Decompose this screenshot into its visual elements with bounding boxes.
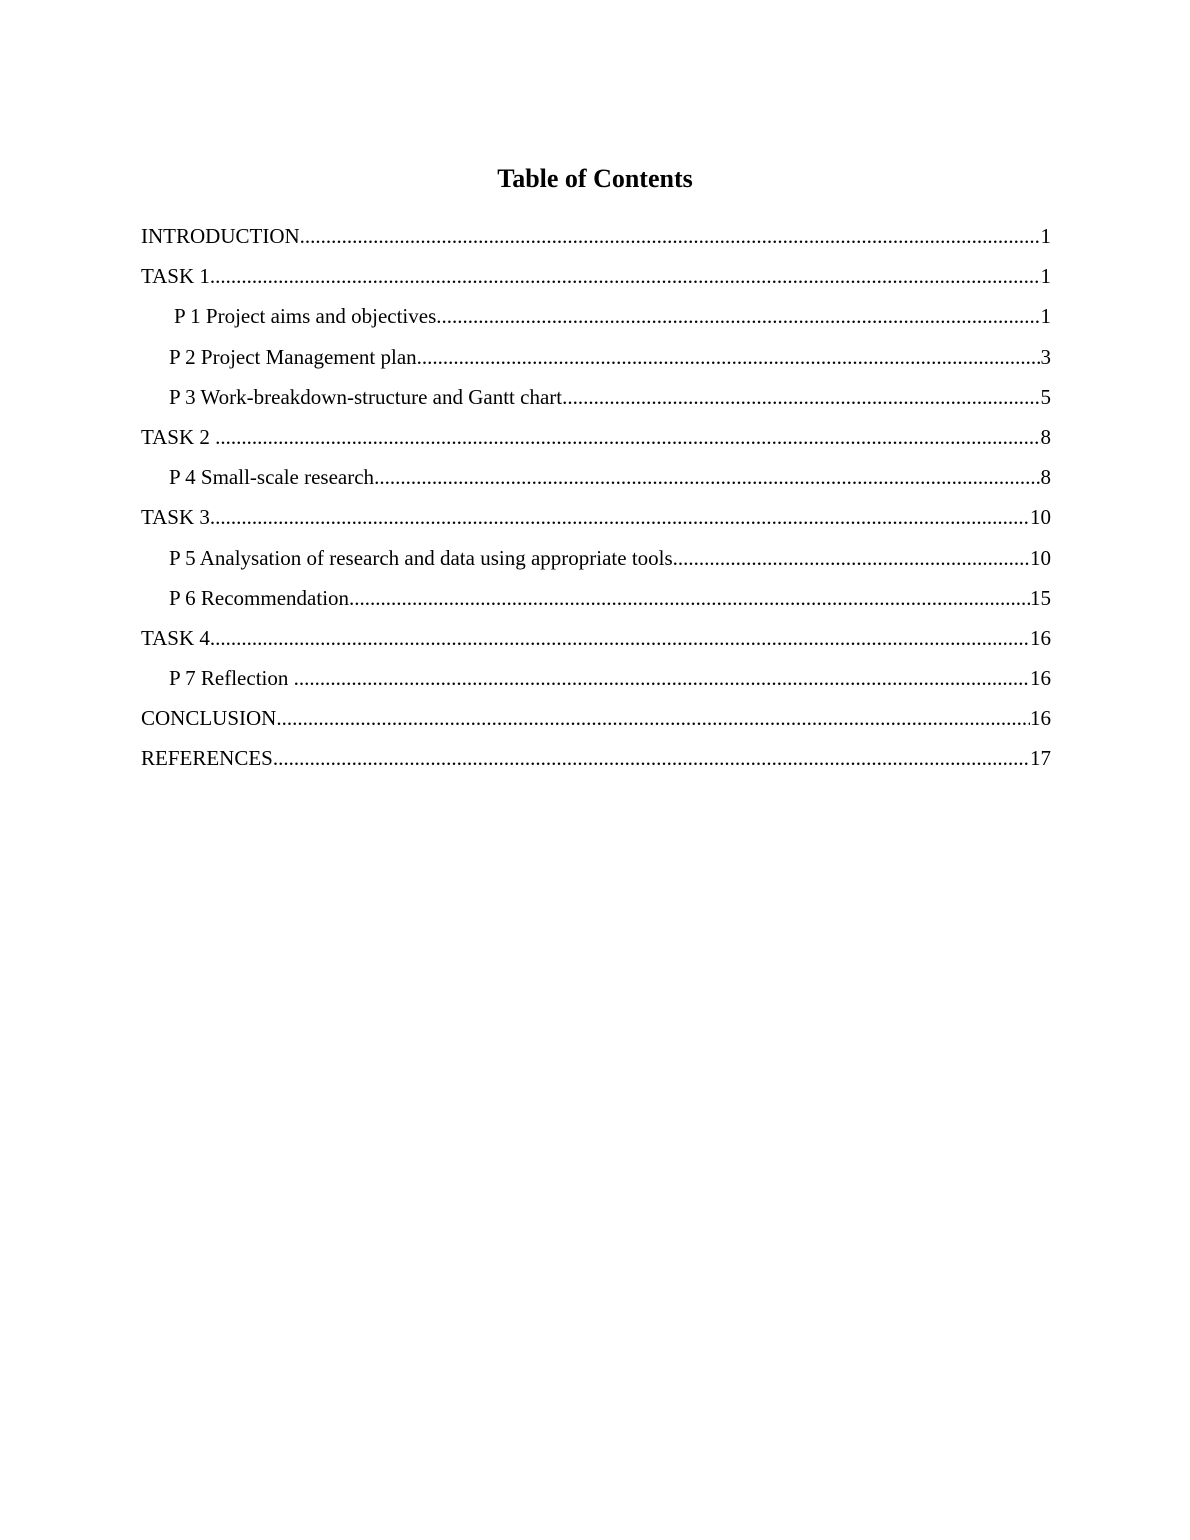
toc-entry-page: 8 <box>1040 424 1051 449</box>
dot-leader <box>374 461 1040 493</box>
toc-entry-page: 16 <box>1030 666 1051 691</box>
toc-entry-p7[interactable] <box>141 662 1051 702</box>
dot-leader <box>210 260 1041 292</box>
toc-entry-label: P 5 Analysation of research and data using appropriate tools <box>169 545 673 570</box>
dot-leader <box>210 501 1030 533</box>
toc-entry-page: 16 <box>1030 706 1051 731</box>
toc-title: Table of Contents <box>497 164 693 193</box>
toc-entry-p2[interactable] <box>141 341 1051 381</box>
toc-entry-page: 10 <box>1030 505 1051 530</box>
toc-entry-label: INTRODUCTION <box>141 224 300 248</box>
toc-entry-page: 1 <box>1040 264 1051 289</box>
toc-entry-label: P 1 Project aims and objectives <box>174 304 437 329</box>
toc-entry-page: 15 <box>1030 585 1051 610</box>
toc-entry-task-4[interactable] <box>141 622 1051 662</box>
dot-leader <box>562 381 1040 413</box>
toc-entry-label: REFERENCES <box>141 746 273 771</box>
toc-entry-label: CONCLUSION <box>141 706 277 731</box>
toc-entry-label: P 7 Reflection <box>169 666 294 691</box>
dot-leader <box>210 622 1030 654</box>
toc-entry-introduction[interactable] <box>141 220 1051 260</box>
toc-entry-p3[interactable] <box>141 381 1051 421</box>
dot-leader <box>436 300 1040 332</box>
dot-leader <box>417 341 1041 373</box>
toc-entry-label: TASK 4 <box>141 625 210 650</box>
toc-entry-label: TASK 1 <box>141 264 210 289</box>
dot-leader <box>349 582 1030 614</box>
toc-entry-page: 1 <box>1040 224 1051 248</box>
toc-entry-page: 8 <box>1040 465 1051 490</box>
toc-entry-p4[interactable] <box>141 461 1051 501</box>
table-of-contents <box>141 220 1051 783</box>
dot-leader <box>273 742 1030 774</box>
toc-entry-page: 17 <box>1030 746 1051 771</box>
toc-entry-p1[interactable] <box>141 300 1051 340</box>
toc-entry-references[interactable] <box>141 742 1051 782</box>
dot-leader <box>215 421 1040 453</box>
toc-entry-label: TASK 3 <box>141 505 210 530</box>
toc-entry-label: TASK 2 <box>141 424 216 449</box>
toc-entry-p6[interactable] <box>141 582 1051 622</box>
toc-entry-page: 3 <box>1040 344 1051 369</box>
toc-entry-p5[interactable] <box>141 542 1051 582</box>
toc-entry-page: 16 <box>1030 625 1051 650</box>
toc-entry-label: P 3 Work-breakdown-structure and Gantt chart <box>169 384 563 409</box>
toc-entry-page: 10 <box>1030 545 1051 570</box>
toc-entry-label: P 4 Small-scale research <box>169 465 375 490</box>
toc-entry-task-2[interactable] <box>141 421 1051 461</box>
dot-leader <box>673 542 1030 574</box>
dot-leader <box>276 702 1030 734</box>
toc-entry-label: P 2 Project Management plan <box>169 344 417 369</box>
toc-entry-page: 5 <box>1040 384 1051 409</box>
toc-entry-task-3[interactable] <box>141 501 1051 541</box>
toc-entry-conclusion[interactable] <box>141 702 1051 742</box>
dot-leader <box>294 662 1030 694</box>
toc-entry-label: P 6 Recommendation <box>169 585 350 610</box>
toc-entry-page: 1 <box>1040 304 1051 329</box>
dot-leader <box>300 220 1041 252</box>
toc-entry-task-1[interactable] <box>141 260 1051 300</box>
